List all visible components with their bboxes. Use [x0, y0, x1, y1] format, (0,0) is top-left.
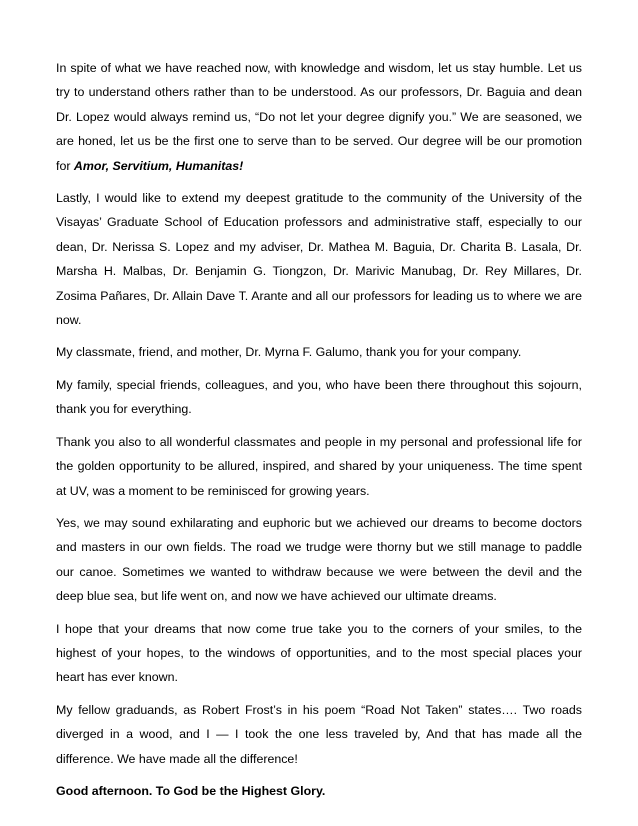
closing-line: Good afternoon. To God be the Highest Glory. — [56, 783, 326, 798]
motto-text: Amor, Servitium, Humanitas! — [73, 158, 244, 173]
paragraph-gratitude: Lastly, I would like to extend my deepest gratitude to the community of the University of the Visayas’ Graduate School of Education professors and administrative staff, especially to our dean, Dr. Nerissa S. Lopez and my adviser, Dr. Mathea M. Baguia, Dr. Charita B. Lasala, Dr. Marsha H. Malbas, Dr. Benjamin G. Tiongzon, Dr. Marivic Manubag, Dr. Rey Millares, Dr. Zosima Pañares, Dr. Allain Dave T. Arante and all our professors for leading us to where we are now. — [56, 191, 582, 328]
paragraph-classmate: My classmate, friend, and mother, Dr. Myrna F. Galumo, thank you for your company. — [56, 345, 522, 360]
paragraph-frost-quote: My fellow graduands, as Robert Frost’s in his poem “Road Not Taken” states…. Two roads diverged in a wood, and I — I took the one less traveled by, And that has made all the difference. We have made all the difference! — [56, 702, 582, 766]
paragraph-humility — [56, 56, 582, 178]
paragraph-family: My family, special friends, colleagues, and you, who have been there throughout this sojourn, thank you for everything. — [56, 377, 582, 417]
paragraph-text: In spite of what we have reached now, with knowledge and wisdom, let us stay humble. Let us try to understand others rather than to be understood. As our professors, Dr. Baguia and dean Dr. Lopez would always remind us, “Do not let your degree dignify you.” We are seasoned, we are honed, let us be the first one to serve than to be served. Our degree will be our promotion for — [56, 61, 582, 173]
paragraph-achievement: Yes, we may sound exhilarating and euphoric but we achieved our dreams to become doctors and masters in our own fields. The road we trudge were thorny but we still manage to paddle our canoe. Sometimes we wanted to withdraw because we were between the devil and the deep blue sea, but life went on, and now we have achieved our ultimate dreams. — [56, 515, 582, 604]
paragraph-hope: I hope that your dreams that now come true take you to the corners of your smiles, to the highest of your hopes, to the windows of opportunities, and to the most special places your heart has ever known. — [56, 621, 582, 685]
document-page — [56, 56, 582, 811]
paragraph-classmates: Thank you also to all wonderful classmates and people in my personal and professional life for the golden opportunity to be allured, inspired, and shared by your uniqueness. The time spent at UV, was a moment to be reminisced for growing years. — [56, 434, 582, 498]
